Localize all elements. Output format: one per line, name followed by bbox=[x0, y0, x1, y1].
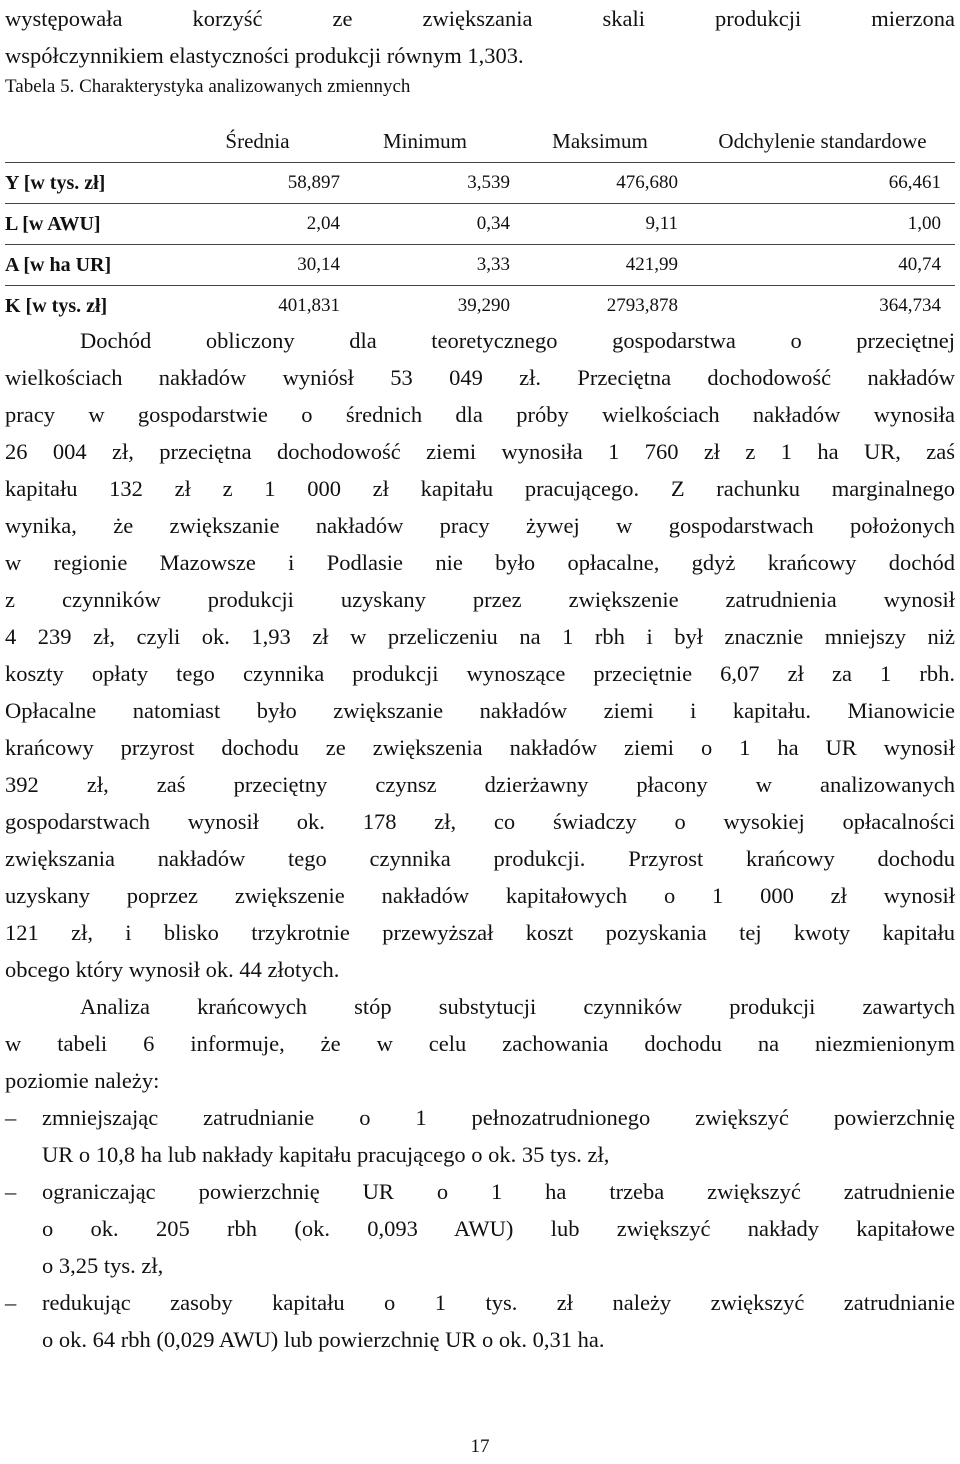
text-line: Opłacalne natomiast było zwiększanie nakładów ziemi i kapitału. Mianowicie bbox=[5, 698, 955, 723]
table-caption: Tabela 5. Charakterystyka analizowanych zmiennych bbox=[5, 76, 411, 97]
text-line: zmniejszając zatrudnianie o 1 pełnozatrudnionego zwiększyć powierzchnię bbox=[42, 1105, 955, 1130]
row-label: K [w tys. zł] bbox=[5, 294, 108, 317]
table-row bbox=[5, 245, 955, 286]
text-line: wynika, że zwiększanie nakładów pracy żywej w gospodarstwach położonych bbox=[5, 513, 955, 538]
table-row bbox=[5, 163, 955, 204]
text-line: ograniczając powierzchnię UR o 1 ha trzeba zwiększyć zatrudnienie bbox=[42, 1179, 955, 1204]
text-line: poziomie należy: bbox=[5, 1068, 160, 1093]
text-line: w tabeli 6 informuje, że w celu zachowania dochodu na niezmienionym bbox=[5, 1031, 955, 1056]
text-line: koszty opłaty tego czynnika produkcji wynoszące przeciętnie 6,07 zł za 1 rbh. bbox=[5, 661, 955, 686]
table-cell: 2,04 bbox=[306, 213, 340, 234]
dash-bullet: – bbox=[5, 1179, 17, 1204]
list-item bbox=[5, 1099, 955, 1173]
text-line: pracy w gospodarstwie o średnich dla próby wielkościach nakładów wynosiła bbox=[5, 402, 955, 427]
document-page bbox=[5, 0, 955, 1352]
text-line: o ok. 64 rbh (0,029 AWU) lub powierzchnię UR o ok. 0,31 ha. bbox=[42, 1327, 605, 1352]
table-header-row bbox=[5, 120, 955, 163]
text-line: 26 004 zł, przeciętna dochodowość ziemi wynosiła 1 760 zł z 1 ha UR, zaś bbox=[5, 439, 955, 464]
text-line: gospodarstwach wynosił ok. 178 zł, co świadczy o wysokiej opłacalności bbox=[5, 809, 955, 834]
text-line: obcego który wynosił ok. 44 złotych. bbox=[5, 957, 340, 982]
list-item bbox=[5, 1173, 955, 1284]
text-line: 121 zł, i blisko trzykrotnie przewyższał koszt pozyskania tej kwoty kapitału bbox=[5, 920, 955, 945]
text-line: Dochód obliczony dla teoretycznego gospodarstwa o przeciętnej bbox=[80, 328, 955, 353]
table-cell: 3,539 bbox=[467, 172, 510, 193]
table-row bbox=[5, 286, 955, 327]
table-cell: 39,290 bbox=[457, 295, 510, 316]
table-cell: 401,831 bbox=[278, 295, 340, 316]
table-header-cell: Odchylenie standardowe bbox=[718, 128, 927, 153]
text-line: zwiększania nakładów tego czynnika produkcji. Przyrost krańcowy dochodu bbox=[5, 846, 955, 871]
page-number: 17 bbox=[470, 1436, 490, 1457]
text-line: 392 zł, zaś przeciętny czynsz dzierżawny płacony w analizowanych bbox=[5, 772, 955, 797]
text-line: 4 239 zł, czyli ok. 1,93 zł w przeliczeniu na 1 rbh i był znacznie mniejszy niż bbox=[5, 624, 955, 649]
table-cell: 9,11 bbox=[645, 213, 678, 234]
row-label: A [w ha UR] bbox=[5, 253, 112, 276]
text-line: krańcowy przyrost dochodu ze zwiększenia nakładów ziemi o 1 ha UR wynosił bbox=[5, 735, 955, 760]
list-item bbox=[5, 1284, 955, 1358]
table-header-cell: Minimum bbox=[382, 128, 467, 153]
row-label: L [w AWU] bbox=[5, 212, 101, 235]
table-row bbox=[5, 204, 955, 245]
table-header-cell: Maksimum bbox=[552, 128, 648, 153]
text-line: Analiza krańcowych stóp substytucji czynników produkcji zawartych bbox=[80, 994, 955, 1019]
table-cell: 476,680 bbox=[616, 172, 678, 193]
table-header-cell bbox=[5, 120, 175, 163]
table-cell: 1,00 bbox=[907, 213, 941, 234]
text-line: wielkościach nakładów wyniósł 53 049 zł. Przeciętna dochodowość nakładów bbox=[5, 365, 955, 390]
intro-line: współczynnikiem elastyczności produkcji równym 1,303. bbox=[5, 43, 524, 68]
table-cell: 421,99 bbox=[625, 254, 678, 275]
text-line: o 3,25 tys. zł, bbox=[42, 1253, 164, 1278]
text-line: o ok. 205 rbh (ok. 0,093 AWU) lub zwiększyć nakłady kapitałowe bbox=[42, 1216, 955, 1241]
table-cell: 3,33 bbox=[476, 254, 510, 275]
table-cell: 0,34 bbox=[476, 213, 510, 234]
text-line: z czynników produkcji uzyskany przez zwiększenie zatrudnienia wynosił bbox=[5, 587, 955, 612]
row-label: Y [w tys. zł] bbox=[5, 171, 106, 194]
table-cell: 40,74 bbox=[898, 254, 941, 275]
dash-list bbox=[5, 1099, 955, 1358]
statistics-table bbox=[5, 120, 955, 326]
text-line: uzyskany poprzez zwiększenie nakładów kapitałowych o 1 000 zł wynosił bbox=[5, 883, 955, 908]
table-cell: 58,897 bbox=[287, 172, 340, 193]
paragraph bbox=[5, 988, 955, 1099]
paragraph bbox=[5, 322, 955, 988]
dash-bullet: – bbox=[5, 1105, 17, 1130]
text-line: redukując zasoby kapitału o 1 tys. zł należy zwiększyć zatrudnianie bbox=[42, 1290, 955, 1315]
table-cell: 30,14 bbox=[297, 254, 340, 275]
table-cell: 66,461 bbox=[888, 172, 941, 193]
table-header-cell: Średnia bbox=[225, 128, 290, 153]
text-line: kapitału 132 zł z 1 000 zł kapitału pracującego. Z rachunku marginalnego bbox=[5, 476, 955, 501]
text-line: UR o 10,8 ha lub nakłady kapitału pracującego o ok. 35 tys. zł, bbox=[42, 1142, 610, 1167]
table-cell: 364,734 bbox=[879, 295, 941, 316]
table-cell: 2793,878 bbox=[606, 295, 678, 316]
dash-bullet: – bbox=[5, 1290, 17, 1315]
intro-line: występowała korzyść ze zwiększania skali produkcji mierzona bbox=[5, 6, 955, 31]
text-line: w regionie Mazowsze i Podlasie nie było opłacalne, gdyż krańcowy dochód bbox=[5, 550, 955, 575]
body-text bbox=[5, 322, 955, 1358]
